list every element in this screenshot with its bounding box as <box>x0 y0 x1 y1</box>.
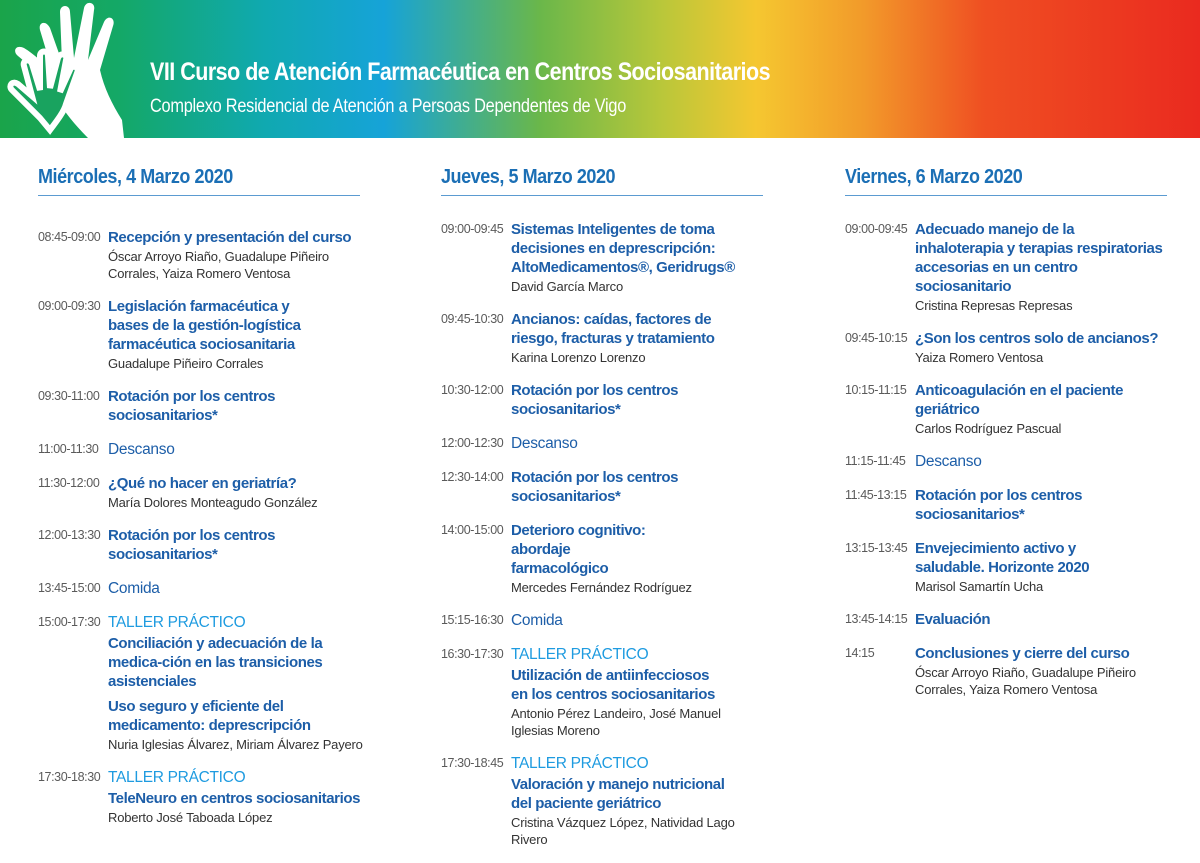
day-column-friday <box>845 166 1167 196</box>
session-title: Envejecimiento activo y saludable. Horizonte 2020 <box>915 540 1090 576</box>
session-item <box>441 754 781 848</box>
session-title: Ancianos: caídas, factores de riesgo, fracturas y tratamiento <box>511 311 715 347</box>
session-title: Anticoagulación en el paciente geriátrico <box>915 382 1124 418</box>
session-item <box>441 434 781 453</box>
session-time: 12:00-12:30 <box>441 436 504 450</box>
session-time: 13:45-15:00 <box>38 581 101 595</box>
session-item <box>38 228 378 282</box>
workshop-label: TALLER PRÁCTICO <box>511 755 649 772</box>
session-time: 15:15-16:30 <box>441 613 504 627</box>
session-title: Deterioro cognitivo: abordaje farmacológico <box>511 522 646 577</box>
session-item <box>845 644 1185 698</box>
session-title: Descanso <box>108 441 175 458</box>
session-time: 16:30-17:30 <box>441 647 504 661</box>
session-time: 15:00-17:30 <box>38 615 101 629</box>
session-title: Comida <box>511 612 563 629</box>
session-title: Valoración y manejo nutricional del paciente geriátrico <box>511 776 725 812</box>
session-time: 12:30-14:00 <box>441 470 504 484</box>
session-title: ¿Son los centros solo de ancianos? <box>915 330 1159 347</box>
session-item <box>38 440 378 459</box>
session-speaker: David García Marco <box>511 279 623 294</box>
session-item <box>845 486 1185 524</box>
session-item <box>845 381 1185 437</box>
session-title: Recepción y presentación del curso <box>108 229 352 246</box>
divider <box>38 195 360 196</box>
session-time: 10:30-12:00 <box>441 383 504 397</box>
session-title: Rotación por los centros sociosanitarios* <box>915 487 1083 523</box>
header-banner <box>0 0 1200 138</box>
session-title: Descanso <box>915 453 982 470</box>
session-speaker: Guadalupe Piñeiro Corrales <box>108 356 264 371</box>
session-speaker: Antonio Pérez Landeiro, José Manuel Iglesias Moreno <box>511 706 721 738</box>
page-subtitle: Complexo Residencial de Atención a Persoas Dependentes de Vigo <box>150 96 627 117</box>
session-item <box>38 613 378 753</box>
session-title: Rotación por los centros sociosanitarios* <box>108 527 276 563</box>
session-title: ¿Qué no hacer en geriatría? <box>108 475 297 492</box>
session-item <box>38 297 378 372</box>
session-item <box>441 645 781 739</box>
session-title: Rotación por los centros sociosanitarios* <box>511 382 679 418</box>
session-item <box>38 387 378 425</box>
session-time: 13:15-13:45 <box>845 541 908 555</box>
session-time: 09:00-09:45 <box>845 222 908 236</box>
page-title: VII Curso de Atención Farmacéutica en Centros Sociosanitarios <box>150 58 771 86</box>
day-title: Viernes, 6 Marzo 2020 <box>845 166 1023 188</box>
session-title: Adecuado manejo de la inhaloterapia y terapias respiratorias accesorias en un centro sociosanitario <box>915 221 1163 295</box>
session-time: 09:00-09:30 <box>38 299 101 313</box>
sessions-thursday <box>441 220 781 863</box>
day-title: Miércoles, 4 Marzo 2020 <box>38 166 233 188</box>
session-time: 09:30-11:00 <box>38 389 100 403</box>
session-item <box>845 539 1185 595</box>
session-title: Legislación farmacéutica y bases de la gestión-logística farmacéutica sociosanitaria <box>108 298 301 353</box>
session-title: Conclusiones y cierre del curso <box>915 645 1130 662</box>
session-speaker: Cristina Represas Represas <box>915 298 1073 313</box>
session-time: 13:45-14:15 <box>845 612 908 626</box>
hands-logo-icon <box>0 0 150 138</box>
session-speaker: Marisol Samartín Ucha <box>915 579 1044 594</box>
session-time: 11:30-12:00 <box>38 476 100 490</box>
session-speaker: Óscar Arroyo Riaño, Guadalupe Piñeiro Corrales, Yaiza Romero Ventosa <box>915 665 1136 697</box>
session-time: 10:15-11:15 <box>845 383 907 397</box>
workshop-label: TALLER PRÁCTICO <box>511 646 649 663</box>
session-time: 08:45-09:00 <box>38 230 101 244</box>
session-time: 11:00-11:30 <box>38 442 99 456</box>
day-column-wednesday <box>38 166 360 196</box>
session-item <box>38 526 378 564</box>
session-item <box>38 474 378 511</box>
session-speaker: Óscar Arroyo Riaño, Guadalupe Piñeiro Corrales, Yaiza Romero Ventosa <box>108 249 329 281</box>
session-item <box>845 220 1185 314</box>
divider <box>845 195 1167 196</box>
session-time: 17:30-18:45 <box>441 756 504 770</box>
session-title-secondary: Uso seguro y eficiente del medicamento: deprescripción <box>108 698 311 734</box>
session-speaker: Yaiza Romero Ventosa <box>915 350 1043 365</box>
session-item <box>441 220 781 295</box>
session-time: 11:15-11:45 <box>845 454 906 468</box>
session-title: Utilización de antiinfecciosos en los centros sociosanitarios <box>511 667 715 703</box>
session-title: Sistemas Inteligentes de toma decisiones en deprescripción: AltoMedicamentos®, Geridrugs® <box>511 221 735 276</box>
session-time: 09:00-09:45 <box>441 222 504 236</box>
day-title: Jueves, 5 Marzo 2020 <box>441 166 616 188</box>
session-item <box>441 310 781 366</box>
session-speaker: Mercedes Fernández Rodríguez <box>511 580 692 595</box>
session-speaker: Cristina Vázquez López, Natividad Lago Rivero <box>511 815 735 847</box>
session-title: Evaluación <box>915 611 991 628</box>
workshop-label: TALLER PRÁCTICO <box>108 769 246 786</box>
session-time: 14:15 <box>845 646 875 660</box>
session-speaker: Carlos Rodríguez Pascual <box>915 421 1062 436</box>
session-speaker: Nuria Iglesias Álvarez, Miriam Álvarez Payero <box>108 737 363 752</box>
session-title: Conciliación y adecuación de la medica-ción en las transiciones asistenciales <box>108 635 323 690</box>
workshop-label: TALLER PRÁCTICO <box>108 614 246 631</box>
day-column-thursday <box>441 166 763 196</box>
divider <box>441 195 763 196</box>
session-item <box>441 468 781 506</box>
session-item <box>441 611 781 630</box>
session-title: TeleNeuro en centros sociosanitarios <box>108 790 361 807</box>
session-item <box>441 381 781 419</box>
session-item <box>38 768 378 826</box>
session-item <box>38 579 378 598</box>
session-time: 14:00-15:00 <box>441 523 504 537</box>
sessions-friday <box>845 220 1185 713</box>
session-speaker: Karina Lorenzo Lorenzo <box>511 350 646 365</box>
session-time: 11:45-13:15 <box>845 488 907 502</box>
session-time: 12:00-13:30 <box>38 528 101 542</box>
session-title: Descanso <box>511 435 578 452</box>
session-title: Rotación por los centros sociosanitarios* <box>108 388 276 424</box>
session-item <box>845 610 1185 629</box>
session-time: 09:45-10:15 <box>845 331 908 345</box>
session-title: Rotación por los centros sociosanitarios* <box>511 469 679 505</box>
session-item <box>441 521 781 596</box>
sessions-wednesday <box>38 228 378 841</box>
session-item <box>845 329 1185 366</box>
session-speaker: María Dolores Monteagudo González <box>108 495 318 510</box>
session-item <box>845 452 1185 471</box>
session-time: 09:45-10:30 <box>441 312 504 326</box>
session-time: 17:30-18:30 <box>38 770 101 784</box>
session-title: Comida <box>108 580 160 597</box>
session-speaker: Roberto José Taboada López <box>108 810 273 825</box>
